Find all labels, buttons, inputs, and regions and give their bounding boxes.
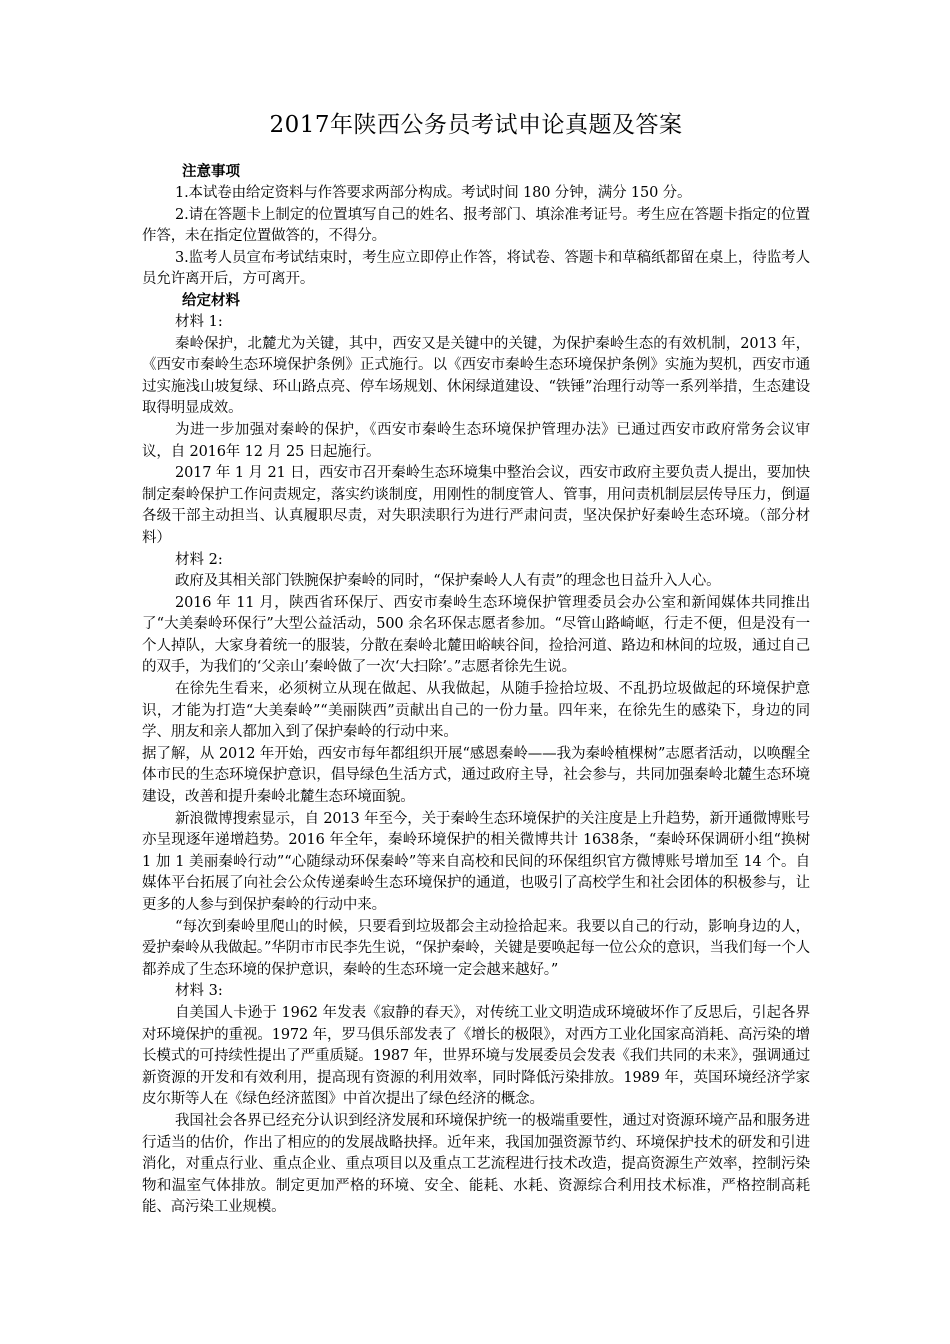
material-1-label: 材料 1: <box>175 313 223 330</box>
notice-item: 1.本试卷由给定资料与作答要求两部分构成。考试时间 180 分钟，满分 150 分。 <box>175 185 692 201</box>
notice-heading: 注意事项 <box>182 164 240 180</box>
material-paragraph: 为进一步加强对秦岭的保护，《西安市秦岭生态环境保护管理办法》已通过西安市政府常务会议审议，自 2016年 12 月 25 日起施行。 <box>142 421 810 460</box>
material-3-label: 材料 3: <box>175 983 223 1000</box>
material-paragraph: 我国社会各界已经充分认识到经济发展和环境保护统一的极端重要性，通过对资源环境产品和服务进行适当的估价，作出了相应的的发展战略抉择。近年来，我国加强资源节约、环境保护技术的研发和引进消化，对重点行业、重点企业、重点项目以及重点工艺流程进行技术改造，提高资源生产效率，控制污染物和温室气体排放。制定更加严格的环境、安全、能耗、水耗、资源综合利用技术标准，严格控制高耗能、高污染工业规模。 <box>142 1112 810 1216</box>
material-2-label: 材料 2: <box>175 551 223 568</box>
material-paragraph: 2016 年 11 月，陕西省环保厅、西安市秦岭生态环境保护管理委员会办公室和新闻媒体共同推出了“大美秦岭环保行”大型公益活动，500 余名环保志愿者参加。“尽管山路崎岖，行走不便，但是没有一个人掉队，大家身着统一的服装，分散在秦岭北麓田峪峡谷间，捡拾河道、路边和林间的垃圾，通过自己的双手，为我们的‘父亲山’秦岭做了一次‘大扫除’。”志愿者徐先生说。 <box>142 594 810 676</box>
materials-heading: 给定材料 <box>182 292 240 309</box>
material-paragraph: 政府及其相关部门铁腕保护秦岭的同时，“保护秦岭人人有责”的理念也日益升入人心。 <box>175 573 721 590</box>
document-title: 2017年陕西公务员考试申论真题及答案 <box>269 112 683 138</box>
material-paragraph: 在徐先生看来，必须树立从现在做起、从我做起，从随手捡拾垃圾、不乱扔垃圾做起的环境保护意识，才能为打造“大美秦岭”“美丽陕西”贡献出自己的一份力量。四年来，在徐先生的感染下，身边的同学、朋友和亲人都加入到了保护秦岭的行动中来。 <box>142 681 810 741</box>
notice-item: 3.监考人员宣布考试结束时，考生应立即停止作答，将试卷、答题卡和草稿纸都留在桌上，待监考人员允许离开后，方可离开。 <box>142 249 810 288</box>
material-paragraph: 自美国人卡逊于 1962 年发表《寂静的春天》，对传统工业文明造成环境破坏作了反思后，引起各界对环境保护的重视。1972 年，罗马俱乐部发表了《增长的极限》，对西方工业化国家高消耗、高污染的增长模式的可持续性提出了严重质疑。1987 年，世界环境与发展委员会发表《我们共同的未来》，强调通过新资源的开发和有效利用，提高现有资源的利用效率，同时降低污染排放。1989 年，英国环境经济学家皮尔斯等人在《绿色经济蓝图》中首次提出了绿色经济的概念。 <box>142 1004 810 1108</box>
material-paragraph: 2017 年 1 月 21 日，西安市召开秦岭生态环境集中整治会议，西安市政府主要负责人提出，要加快制定秦岭保护工作问责规定，落实约谈制度，用刚性的制度管人、管事，用问责机制层层传导压力，倒逼各级干部主动担当、认真履职尽责，对失职渎职行为进行严肃问责，坚决保护好秦岭生态环境。（部分材料） <box>142 465 810 546</box>
material-paragraph: 据了解，从 2012 年开始，西安市每年都组织开展“感恩秦岭——我为秦岭植棵树”志愿者活动，以唤醒全体市民的生态环境保护意识，倡导绿色生活方式，通过政府主导，社会参与，共同加强秦岭北麓生态环境建设，改善和提升秦岭北麓生态环境面貌。 <box>142 745 810 806</box>
material-paragraph: 新浪微博搜索显示，自 2013 年至今，关于秦岭生态环境保护的关注度是上升趋势，新开通微博账号亦呈现逐年递增趋势。2016 年全年，秦岭环境保护的相关微博共计 1638条，“秦岭环保调研小组“换树 1 加 1 美丽秦岭行动”“心随绿动环保秦岭”等来自高校和民间的环保组织官方微博账号增加至 14 个。自媒体平台拓展了向社会公众传递秦岭生态环境保护的通道，也吸引了高校学生和社会团体的积极参与，让更多的人参与到保护秦岭的行动中来。 <box>142 810 810 913</box>
document-page <box>142 110 810 1219</box>
material-paragraph: “每次到秦岭里爬山的时候，只要看到垃圾都会主动捡拾起来。我要以自己的行动，影响身边的人，爱护秦岭从我做起。”华阴市市民李先生说，“保护秦岭，关键是要唤起每一位公众的意识，当我们每一个人都养成了生态环境的保护意识，秦岭的生态环境一定会越来越好。” <box>142 918 810 978</box>
material-paragraph: 秦岭保护，北麓尤为关键，其中，西安又是关键中的关键，为保护秦岭生态的有效机制，2013 年，《西安市秦岭生态环境保护条例》正式施行。以《西安市秦岭生态环境保护条例》实施为契机，西安市通过实施浅山坡复绿、环山路点亮、停车场规划、休闲绿道建设、“铁锤”治理行动等一系列举措，生态建设取得明显成效。 <box>142 335 810 417</box>
notice-item: 2.请在答题卡上制定的位置填写自己的姓名、报考部门、填涂准考证号。考生应在答题卡指定的位置作答，未在指定位置做答的，不得分。 <box>142 206 810 245</box>
